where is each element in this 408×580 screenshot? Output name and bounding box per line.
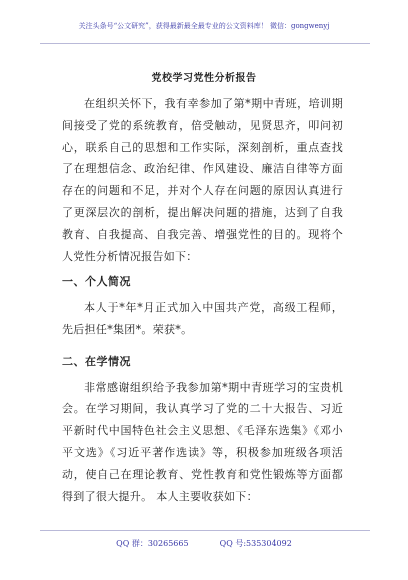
footer-contact [0, 538, 408, 549]
section-heading-profile: 一、个人简况 [62, 275, 131, 289]
profile-paragraph: 本人于*年*月正式加入中国共产党，高级工程师，先后担任*集团*。荣获*。 [62, 301, 343, 336]
header-banner: 关注头条号“公文研究”，获得最新最全最专业的公文资料库！ 微信：gongwenyj [78, 22, 330, 30]
footer-qq-group: QQ 群：30265665 [116, 539, 189, 548]
footer-qq-number: QQ 号:535304092 [219, 539, 292, 548]
document-body [62, 93, 343, 507]
study-paragraph: 非常感谢组织给予我参加第*期中青班学习的宝贵机会。在学习期间，我认真学习了党的二十大报告、习近平新时代中国特色社会主义思想、《毛泽东选集》《邓小平文选》《习近平著作选读》等，积极参加班级各项活动，使自己在理论教育、党性教育和党性锻炼等方面都得到了很大提升。 本人主要收获如下： [62, 380, 343, 503]
intro-paragraph: 在组织关怀下，我有幸参加了第*期中青班，培训期间接受了党的系统教育，倍受触动，见贤思齐，叩问初心，联系自己的思想和工作实际，深刻剖析，重点查找了在理想信念、政治纪律、作风建设、廉洁自律等方面存在的问题和不足，并对个人存在问题的原因认真进行了更深层次的剖析，提出解决问题的措施，达到了自我教育、自我提高、自我完善、增强党性的目的。现将个人党性分析情况报告如下： [62, 97, 343, 263]
footer-divider [40, 530, 370, 531]
document-title: 党校学习党性分析报告 [151, 73, 257, 84]
section-heading-study: 二、在学情况 [62, 354, 131, 368]
header-divider [40, 43, 370, 44]
